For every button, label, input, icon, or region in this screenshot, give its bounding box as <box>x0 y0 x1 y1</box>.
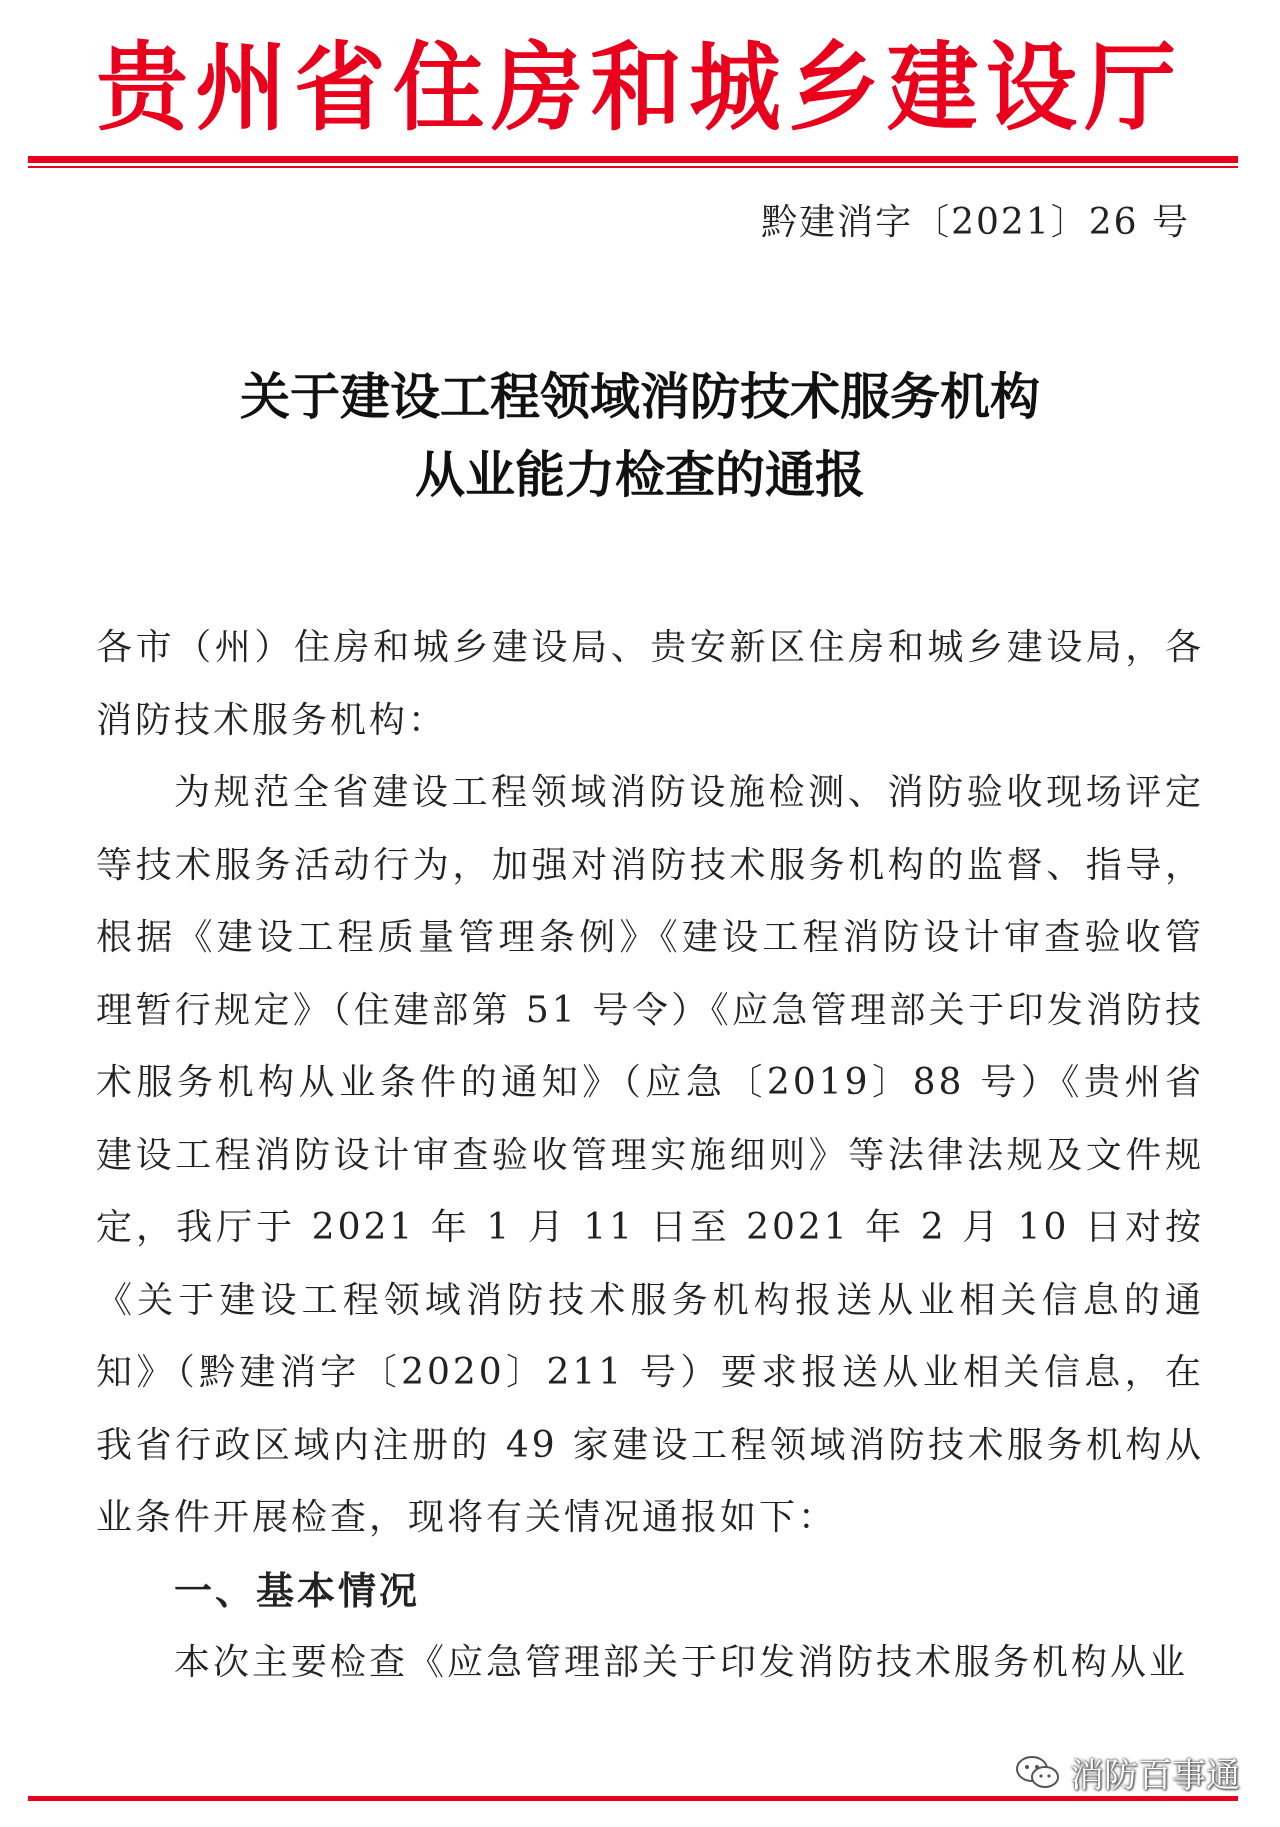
salutation: 各市（州）住房和城乡建设局、贵安新区住房和城乡建设局，各消防技术服务机构： <box>96 627 1204 741</box>
footer-rule <box>28 1796 1238 1801</box>
document-number: 黔建消字〔2021〕26 号 <box>761 202 1190 243</box>
document-title <box>0 358 1280 514</box>
watermark <box>1014 1748 1240 1797</box>
document-body <box>96 612 1204 1700</box>
masthead-title: 贵州省住房和城乡建设厅 <box>96 31 1184 144</box>
watermark-text: 消防百事通 <box>1070 1756 1240 1796</box>
wechat-icon <box>1014 1753 1062 1793</box>
paragraph: 本次主要检查《应急管理部关于印发消防技术服务机构从业 <box>174 1642 1189 1683</box>
title-line-2: 从业能力检查的通报 <box>415 445 865 504</box>
title-line-1: 关于建设工程领域消防技术服务机构 <box>240 367 1040 426</box>
header-rule <box>28 156 1238 163</box>
header-rule-thin <box>28 166 1238 168</box>
paragraph: 为规范全省建设工程领域消防设施检测、消防验收现场评定等技术服务活动行为，加强对消防技术服务机构的监督、指导，根据《建设工程质量管理条例》《建设工程消防设计审查验收管理暂行规定》（住建部第 51 号令）《应急管理部关于印发消防技术服务机构从业条件的通知》（应急〔2019〕88 号）《贵州省建设工程消防设计审查验收管理实施细则》等法律法规及文件规定，我厅于 2021 年 1 月 11 日至 2021 年 2 月 10 日对按《关于建设工程领域消防技术服务机构报送从业相关信息的通知》（黔建消字〔2020〕211 号）要求报送从业相关信息，在我省行政区域内注册的 49 家建设工程领域消防技术服务机构从业条件开展检查，现将有关情况通报如下： <box>96 772 1204 1538</box>
section-heading: 一、基本情况 <box>174 1568 421 1613</box>
